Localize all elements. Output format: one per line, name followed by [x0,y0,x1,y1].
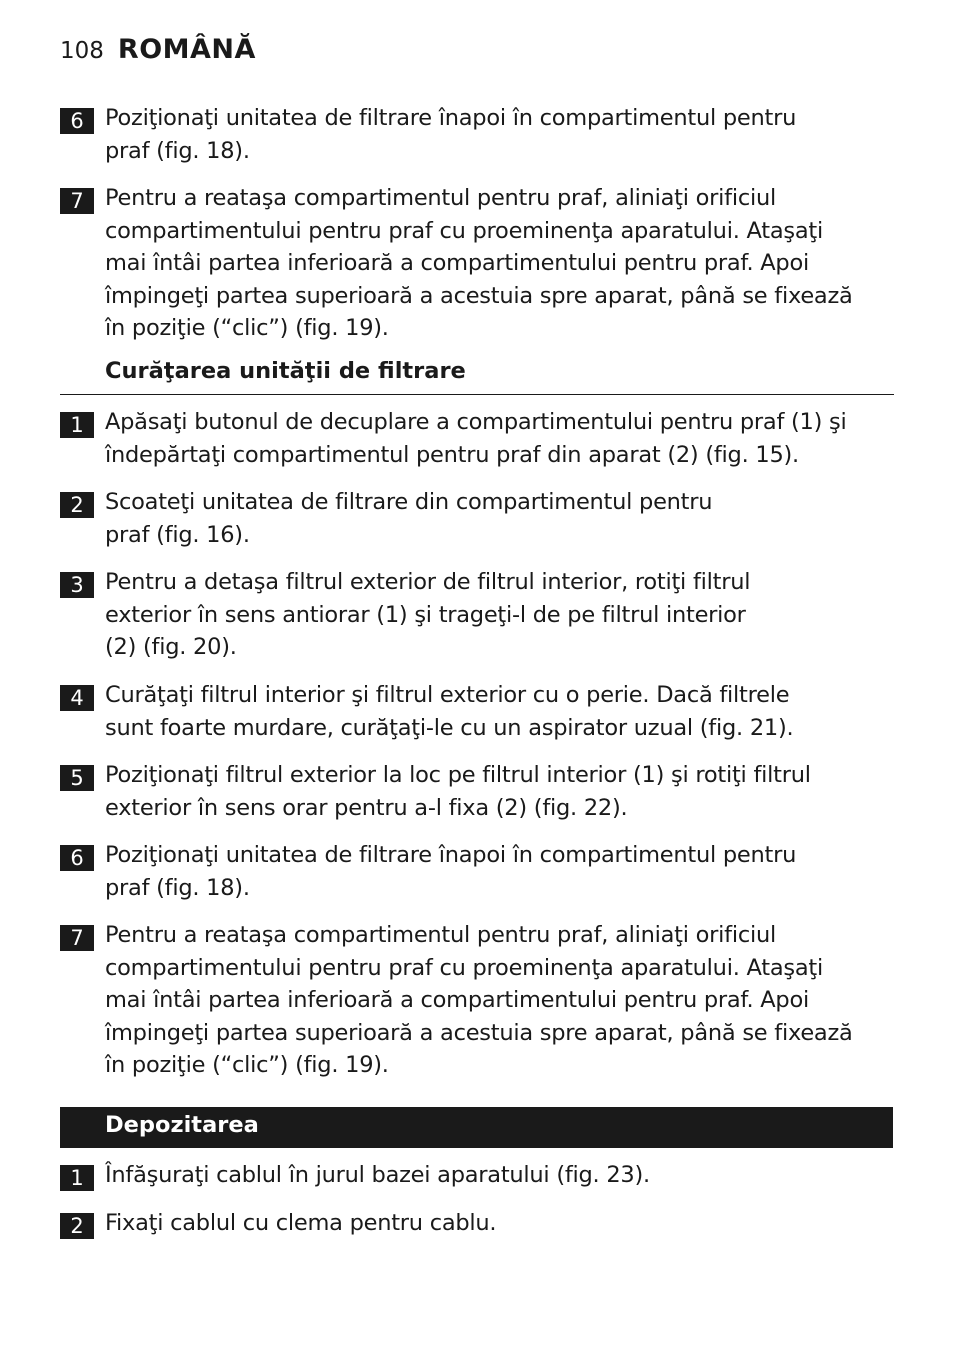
step-text: Apăsaţi butonul de decuplare a compartimentului pentru praf (1) şi îndepărtaţi compartimentul pentru praf din aparat (2) (fig. 15). [105,409,847,468]
step-item [60,566,890,664]
step-number-badge: 7 [60,925,94,951]
step-number-badge: 1 [60,412,94,438]
step-text: Pentru a reataşa compartimentul pentru praf, aliniaţi orificiul compartimentului pentru praf cu proeminenţa aparatului. Ataşaţi mai întâi partea inferioară a compartimentului pentru praf. Apoi împingeţi partea superioară a acestuia spre aparat, până se fixează în poziţie (“clic”) (fig. 19). [105,922,853,1078]
step-number-badge: 1 [60,1165,94,1191]
step-item [60,486,890,551]
subsection-title: Curăţarea unităţii de filtrare [105,358,466,384]
step-text: Poziţionaţi filtrul exterior la loc pe filtrul interior (1) şi rotiţi filtrul exterior în sens orar pentru a-l fixa (2) (fig. 22). [105,762,811,821]
step-text: Fixaţi cablul cu clema pentru cablu. [105,1210,497,1236]
step-number-badge: 7 [60,188,94,214]
step-number-badge: 5 [60,765,94,791]
step-text: Pentru a detaşa filtrul exterior de filtrul interior, rotiţi filtrul exterior în sens antiorar (1) şi trageţi-l de pe filtrul interior (2) (fig. 20). [105,569,751,660]
section-title: Depozitarea [105,1112,259,1138]
step-number-badge: 6 [60,845,94,871]
step-number-badge: 4 [60,685,94,711]
page-header [60,34,256,74]
subsection-heading [60,356,894,395]
step-number-badge: 2 [60,1213,94,1239]
step-item [60,679,890,744]
step-item [60,406,890,471]
step-text: Pentru a reataşa compartimentul pentru praf, aliniaţi orificiul compartimentului pentru praf cu proeminenţa aparatului. Ataşaţi mai întâi partea inferioară a compartimentului pentru praf. Apoi împingeţi partea superioară a acestuia spre aparat, până se fixează în poziţie (“clic”) (fig. 19). [105,185,853,341]
step-number-badge: 2 [60,492,94,518]
step-item [60,759,890,824]
step-number-badge: 3 [60,572,94,598]
section-heading-bar [60,1107,893,1148]
step-item [60,102,890,167]
step-number-badge: 6 [60,108,94,134]
language-title: ROMÂNĂ [117,34,256,65]
step-item [60,1207,890,1240]
step-text: Curăţaţi filtrul interior şi filtrul exterior cu o perie. Dacă filtrele sunt foarte murdare, curăţaţi-le cu un aspirator uzual (fig. 21). [105,682,794,741]
step-item [60,839,890,904]
step-text: Poziţionaţi unitatea de filtrare înapoi în compartimentul pentru praf (fig. 18). [105,105,797,164]
page-number: 108 [60,38,104,64]
step-item [60,1159,890,1192]
step-item [60,182,890,345]
step-text: Poziţionaţi unitatea de filtrare înapoi în compartimentul pentru praf (fig. 18). [105,842,797,901]
step-text: Scoateţi unitatea de filtrare din compartimentul pentru praf (fig. 16). [105,489,713,548]
step-text: Înfăşuraţi cablul în jurul bazei aparatului (fig. 23). [105,1162,650,1188]
step-item [60,919,890,1082]
